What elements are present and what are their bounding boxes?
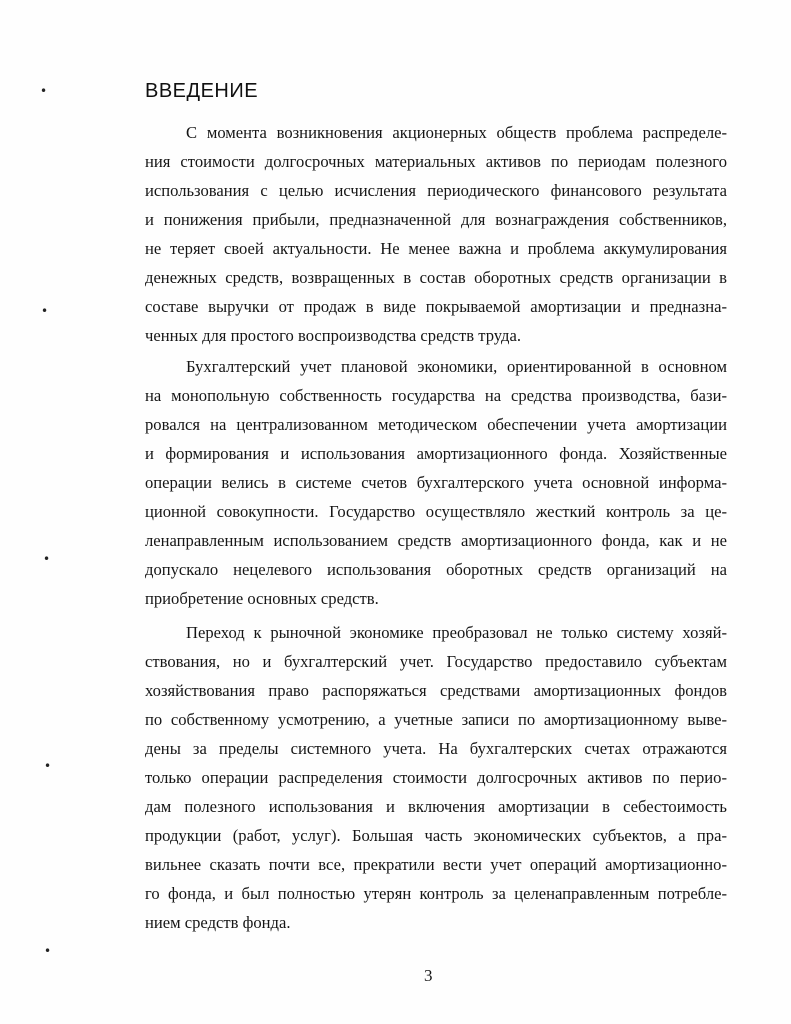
paragraph-3-line: продукции (работ, услуг). Большая часть экономических субъектов, а пра-	[145, 826, 727, 845]
page-number: 3	[424, 966, 433, 985]
paragraph-2-line: Бухгалтерский учет плановой экономики, ориентированной в основном	[186, 357, 727, 376]
paragraph-1-line: ченных для простого воспроизводства средств труда.	[145, 326, 522, 345]
paragraph-3-line: Переход к рыночной экономике преобразовал не только систему хозяй-	[186, 623, 727, 642]
paragraph-2-line: на монопольную собственность государства на средства производства, бази-	[145, 386, 727, 405]
paragraph-2-line: приобретение основных средств.	[145, 589, 379, 608]
paragraph-3-line: по собственному усмотрению, а учетные записи по амортизационному выве-	[145, 710, 727, 729]
scan-speck: •	[44, 759, 52, 773]
paragraph-1-line: составе выручки от продаж в виде покрываемой амортизации и предназна-	[145, 297, 727, 316]
paragraph-1-line: денежных средств, возвращенных в состав оборотных средств организации в	[145, 268, 727, 287]
section-heading: ВВЕДЕНИЕ	[145, 80, 259, 102]
scan-speck: •	[43, 552, 51, 566]
scan-speck: •	[40, 84, 48, 98]
scan-speck: •	[44, 944, 52, 958]
paragraph-3-line: хозяйствования право распоряжаться средствами амортизационных фондов	[145, 681, 727, 700]
paragraph-3-line: нием средств фонда.	[145, 913, 291, 932]
paragraph-3-line: дены за пределы системного учета. На бухгалтерских счетах отражаются	[145, 739, 727, 758]
scan-speck: •	[41, 304, 49, 318]
paragraph-1-line: использования с целью исчисления периодического финансового результата	[145, 181, 727, 200]
paragraph-2-line: ционной совокупности. Государство осуществляло жесткий контроль за це-	[145, 502, 727, 521]
paragraph-3-line: ствования, но и бухгалтерский учет. Государство предоставило субъектам	[145, 652, 727, 671]
paragraph-1-line: не теряет своей актуальности. Не менее важна и проблема аккумулирования	[145, 239, 727, 258]
paragraph-3-line: го фонда, и был полностью утерян контроль за целенаправленным потребле-	[145, 884, 727, 903]
paragraph-2-line: ровался на централизованном методическом обеспечении учета амортизации	[145, 415, 727, 434]
paragraph-2-line: операции велись в системе счетов бухгалтерского учета основной информа-	[145, 473, 727, 492]
paragraph-1-line: ния стоимости долгосрочных материальных активов по периодам полезного	[145, 152, 727, 171]
paragraph-1-line: С момента возникновения акционерных обществ проблема распределе-	[186, 123, 727, 142]
paragraph-2-line: и формирования и использования амортизационного фонда. Хозяйственные	[145, 444, 727, 463]
paragraph-3-line: вильнее сказать почти все, прекратили вести учет операций амортизационно-	[145, 855, 727, 874]
paragraph-3-line: дам полезного использования и включения амортизации в себестоимость	[145, 797, 727, 816]
paragraph-2-line: допускало нецелевого использования оборотных средств организаций на	[145, 560, 727, 579]
paragraph-1-line: и понижения прибыли, предназначенной для вознаграждения собственников,	[145, 210, 727, 229]
paragraph-2-line: ленаправленным использованием средств амортизационного фонда, как и не	[145, 531, 727, 550]
paragraph-3-line: только операции распределения стоимости долгосрочных активов по перио-	[145, 768, 727, 787]
